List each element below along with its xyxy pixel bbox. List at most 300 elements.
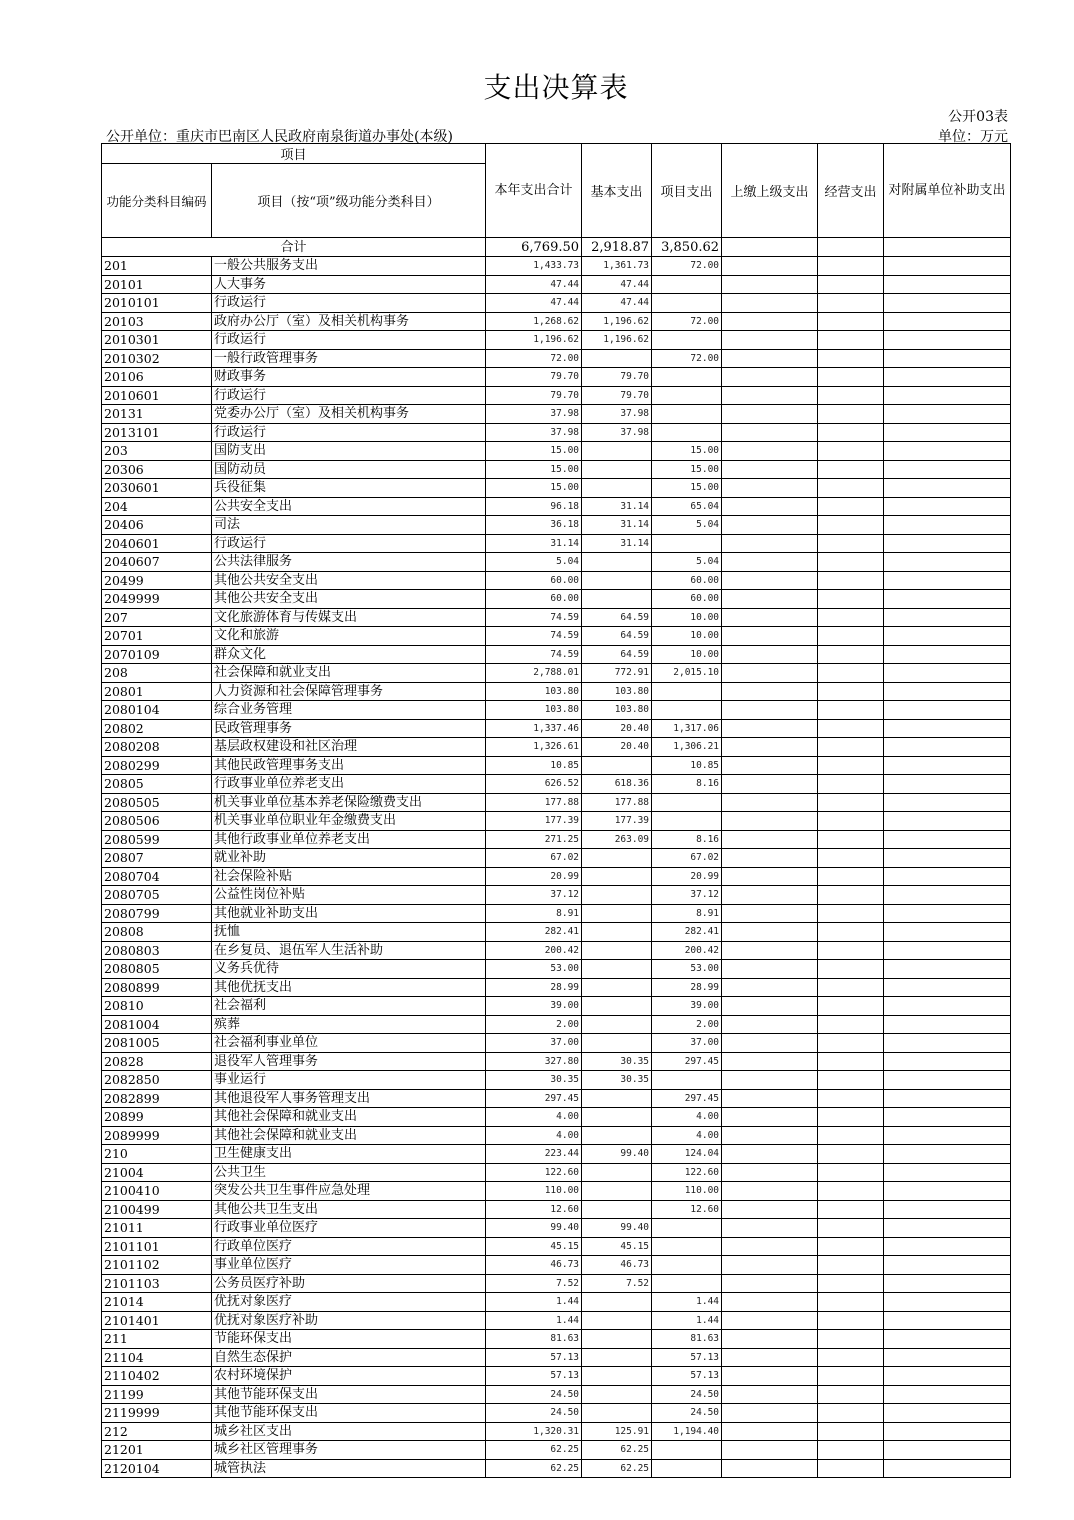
row-business [818,386,884,405]
row-upper [722,923,818,942]
row-code: 20808 [102,923,212,942]
row-business [818,682,884,701]
row-name: 文化和旅游 [212,627,486,646]
row-total: 200.42 [486,941,582,960]
row-project [652,1071,722,1090]
row-project: 81.63 [652,1330,722,1349]
row-total: 4.00 [486,1126,582,1145]
row-basic [582,1089,652,1108]
row-code: 20801 [102,682,212,701]
table-row [102,904,1011,923]
row-code: 2080208 [102,738,212,757]
row-name: 司法 [212,516,486,535]
table-row [102,923,1011,942]
header-name: 项目（按“项”级功能分类科目） [212,164,486,238]
row-subsidy [884,1071,1011,1090]
row-subsidy [884,701,1011,720]
row-subsidy [884,331,1011,350]
table-row [102,1459,1011,1478]
row-name: 机关事业单位职业年金缴费支出 [212,812,486,831]
row-code: 2013101 [102,423,212,442]
row-upper [722,1256,818,1275]
row-business [818,1293,884,1312]
row-upper [722,1404,818,1423]
row-total: 67.02 [486,849,582,868]
row-upper [722,516,818,535]
table-row [102,405,1011,424]
row-code: 2080803 [102,941,212,960]
row-project [652,405,722,424]
row-total: 1.44 [486,1311,582,1330]
row-upper [722,701,818,720]
row-subsidy [884,368,1011,387]
row-name: 政府办公厅（室）及相关机构事务 [212,312,486,331]
row-upper [722,312,818,331]
row-name: 其他就业补助支出 [212,904,486,923]
row-upper [722,756,818,775]
row-subsidy [884,1385,1011,1404]
row-basic: 7.52 [582,1274,652,1293]
row-upper [722,997,818,1016]
row-subsidy [884,627,1011,646]
row-business [818,405,884,424]
row-project: 15.00 [652,442,722,461]
row-total: 223.44 [486,1145,582,1164]
row-name: 公共安全支出 [212,497,486,516]
table-row [102,738,1011,757]
row-upper [722,978,818,997]
row-total: 8.91 [486,904,582,923]
row-business [818,1108,884,1127]
row-code: 2049999 [102,590,212,609]
row-subsidy [884,405,1011,424]
row-code: 20106 [102,368,212,387]
row-name: 城管执法 [212,1459,486,1478]
row-code: 20499 [102,571,212,590]
row-project: 60.00 [652,571,722,590]
row-business [818,1459,884,1478]
table-row [102,312,1011,331]
row-project: 297.45 [652,1052,722,1071]
total-upper [722,238,818,257]
row-basic [582,997,652,1016]
row-project: 65.04 [652,497,722,516]
row-basic: 45.15 [582,1237,652,1256]
row-basic [582,867,652,886]
row-subsidy [884,941,1011,960]
row-project: 5.04 [652,516,722,535]
row-basic: 37.98 [582,423,652,442]
row-upper [722,830,818,849]
row-name: 社会福利事业单位 [212,1034,486,1053]
row-basic [582,1367,652,1386]
row-code: 204 [102,497,212,516]
row-business [818,590,884,609]
table-row [102,1256,1011,1275]
row-basic [582,978,652,997]
row-total: 62.25 [486,1441,582,1460]
row-basic: 99.40 [582,1219,652,1238]
header-upper: 上缴上级支出 [722,144,818,238]
row-code: 20406 [102,516,212,535]
row-name: 财政事务 [212,368,486,387]
row-total: 15.00 [486,460,582,479]
table-row [102,682,1011,701]
row-total: 57.13 [486,1367,582,1386]
row-business [818,571,884,590]
row-basic: 20.40 [582,719,652,738]
row-total: 20.99 [486,867,582,886]
row-business [818,960,884,979]
row-project [652,682,722,701]
row-subsidy [884,812,1011,831]
row-subsidy [884,793,1011,812]
row-subsidy [884,349,1011,368]
row-name: 一般公共服务支出 [212,257,486,276]
row-subsidy [884,1330,1011,1349]
row-upper [722,1034,818,1053]
row-name: 在乡复员、退伍军人生活补助 [212,941,486,960]
row-project: 72.00 [652,349,722,368]
row-business [818,553,884,572]
row-subsidy [884,553,1011,572]
row-business [818,1200,884,1219]
row-total: 10.85 [486,756,582,775]
row-basic: 46.73 [582,1256,652,1275]
row-business [818,534,884,553]
row-subsidy [884,497,1011,516]
row-total: 79.70 [486,368,582,387]
row-upper [722,1293,818,1312]
table-row [102,960,1011,979]
row-upper [722,775,818,794]
row-code: 21104 [102,1348,212,1367]
row-subsidy [884,1367,1011,1386]
row-name: 其他退役军人事务管理支出 [212,1089,486,1108]
row-project [652,275,722,294]
row-basic [582,590,652,609]
row-project [652,1459,722,1478]
row-project [652,812,722,831]
total-business [818,238,884,257]
table-row [102,1052,1011,1071]
table-row [102,1367,1011,1386]
row-name: 基层政权建设和社区治理 [212,738,486,757]
row-basic: 31.14 [582,534,652,553]
row-project: 297.45 [652,1089,722,1108]
unit-label: 单位：万元 [938,129,1008,145]
row-basic [582,941,652,960]
row-business [818,1034,884,1053]
row-name: 行政运行 [212,423,486,442]
row-project: 1,317.06 [652,719,722,738]
row-code: 2100410 [102,1182,212,1201]
row-upper [722,1311,818,1330]
row-code: 2080506 [102,812,212,831]
row-total: 37.98 [486,405,582,424]
row-project [652,701,722,720]
row-code: 21011 [102,1219,212,1238]
table-row [102,1219,1011,1238]
row-code: 20807 [102,849,212,868]
row-code: 212 [102,1422,212,1441]
row-project [652,793,722,812]
row-total: 103.80 [486,682,582,701]
row-name: 群众文化 [212,645,486,664]
row-project [652,1219,722,1238]
row-business [818,1274,884,1293]
row-code: 2080599 [102,830,212,849]
table-row [102,331,1011,350]
row-name: 城乡社区管理事务 [212,1441,486,1460]
row-total: 96.18 [486,497,582,516]
row-business [818,941,884,960]
row-business [818,423,884,442]
row-subsidy [884,1182,1011,1201]
row-project [652,386,722,405]
row-project: 2.00 [652,1015,722,1034]
row-subsidy [884,460,1011,479]
row-code: 20802 [102,719,212,738]
row-name: 行政单位医疗 [212,1237,486,1256]
row-business [818,645,884,664]
row-subsidy [884,312,1011,331]
row-subsidy [884,830,1011,849]
header-project-group: 项目 [102,144,486,164]
row-business [818,923,884,942]
row-subsidy [884,867,1011,886]
row-subsidy [884,294,1011,313]
row-business [818,886,884,905]
row-name: 退役军人管理事务 [212,1052,486,1071]
row-code: 2040601 [102,534,212,553]
row-business [818,1219,884,1238]
total-basic: 2,918.87 [582,238,652,257]
row-subsidy [884,1200,1011,1219]
row-code: 20701 [102,627,212,646]
row-business [818,1145,884,1164]
table-row [102,997,1011,1016]
row-total: 12.60 [486,1200,582,1219]
row-total: 122.60 [486,1163,582,1182]
row-basic: 47.44 [582,294,652,313]
row-basic: 772.91 [582,664,652,683]
row-upper [722,590,818,609]
row-business [818,1015,884,1034]
row-total: 36.18 [486,516,582,535]
row-name: 其他行政事业单位养老支出 [212,830,486,849]
row-upper [722,1182,818,1201]
row-business [818,275,884,294]
row-total: 5.04 [486,553,582,572]
row-basic [582,1163,652,1182]
row-upper [722,793,818,812]
row-upper [722,1052,818,1071]
row-business [818,849,884,868]
row-code: 208 [102,664,212,683]
row-code: 2030601 [102,479,212,498]
row-project: 8.91 [652,904,722,923]
row-business [818,1311,884,1330]
row-basic: 103.80 [582,682,652,701]
row-business [818,627,884,646]
row-total: 60.00 [486,571,582,590]
row-project: 1,194.40 [652,1422,722,1441]
row-basic: 64.59 [582,608,652,627]
row-basic: 30.35 [582,1052,652,1071]
row-upper [722,1330,818,1349]
row-basic: 1,196.62 [582,331,652,350]
row-project: 10.00 [652,608,722,627]
row-total: 282.41 [486,923,582,942]
table-row [102,830,1011,849]
row-total: 99.40 [486,1219,582,1238]
row-total: 177.88 [486,793,582,812]
row-business [818,1237,884,1256]
row-upper [722,1126,818,1145]
row-total: 110.00 [486,1182,582,1201]
row-project: 39.00 [652,997,722,1016]
row-upper [722,904,818,923]
table-row [102,627,1011,646]
row-upper [722,534,818,553]
row-upper [722,553,818,572]
row-business [818,701,884,720]
row-upper [722,349,818,368]
row-name: 人力资源和社会保障管理事务 [212,682,486,701]
row-subsidy [884,590,1011,609]
row-business [818,1367,884,1386]
row-basic [582,849,652,868]
row-basic: 263.09 [582,830,652,849]
row-name: 其他公共安全支出 [212,571,486,590]
row-upper [722,645,818,664]
row-project [652,1256,722,1275]
row-total: 4.00 [486,1108,582,1127]
row-code: 2089999 [102,1126,212,1145]
row-total: 39.00 [486,997,582,1016]
row-business [818,479,884,498]
row-business [818,442,884,461]
row-project: 57.13 [652,1348,722,1367]
row-name: 民政管理事务 [212,719,486,738]
row-code: 2010601 [102,386,212,405]
row-total: 1,326.61 [486,738,582,757]
row-business [818,312,884,331]
row-business [818,460,884,479]
row-name: 公共卫生 [212,1163,486,1182]
row-subsidy [884,442,1011,461]
row-total: 15.00 [486,442,582,461]
row-subsidy [884,719,1011,738]
row-code: 2080799 [102,904,212,923]
row-code: 203 [102,442,212,461]
row-code: 20101 [102,275,212,294]
row-total: 327.80 [486,1052,582,1071]
row-subsidy [884,1052,1011,1071]
table-row [102,460,1011,479]
row-total: 72.00 [486,349,582,368]
row-total: 60.00 [486,590,582,609]
row-subsidy [884,1015,1011,1034]
row-project: 1,306.21 [652,738,722,757]
row-name: 抚恤 [212,923,486,942]
row-basic [582,571,652,590]
row-name: 自然生态保护 [212,1348,486,1367]
row-code: 2040607 [102,553,212,572]
row-name: 兵役征集 [212,479,486,498]
row-project: 72.00 [652,257,722,276]
row-upper [722,1367,818,1386]
row-upper [722,1071,818,1090]
row-upper [722,257,818,276]
row-basic [582,1293,652,1312]
row-business [818,1404,884,1423]
row-project: 5.04 [652,553,722,572]
row-code: 2080899 [102,978,212,997]
row-upper [722,442,818,461]
row-code: 2120104 [102,1459,212,1478]
table-row [102,1108,1011,1127]
row-total: 45.15 [486,1237,582,1256]
row-upper [722,719,818,738]
row-basic [582,904,652,923]
row-name: 社会福利 [212,997,486,1016]
row-total: 103.80 [486,701,582,720]
row-upper [722,1385,818,1404]
row-basic: 1,361.73 [582,257,652,276]
row-project: 15.00 [652,460,722,479]
row-name: 人大事务 [212,275,486,294]
row-upper [722,960,818,979]
row-name: 就业补助 [212,849,486,868]
row-code: 2100499 [102,1200,212,1219]
row-name: 卫生健康支出 [212,1145,486,1164]
row-code: 2010101 [102,294,212,313]
table-row [102,1163,1011,1182]
row-project: 72.00 [652,312,722,331]
row-code: 2010302 [102,349,212,368]
row-basic: 103.80 [582,701,652,720]
table-row [102,553,1011,572]
table-row [102,867,1011,886]
table-row [102,497,1011,516]
row-upper [722,849,818,868]
row-basic: 20.40 [582,738,652,757]
row-basic [582,1034,652,1053]
row-code: 2101401 [102,1311,212,1330]
row-subsidy [884,257,1011,276]
row-business [818,1385,884,1404]
row-basic: 64.59 [582,645,652,664]
row-upper [722,1163,818,1182]
table-row [102,941,1011,960]
row-subsidy [884,1274,1011,1293]
row-project: 57.13 [652,1367,722,1386]
table-row [102,701,1011,720]
row-total: 47.44 [486,294,582,313]
total-sum: 6,769.50 [486,238,582,257]
total-subsidy [884,238,1011,257]
table-row [102,386,1011,405]
row-basic [582,1200,652,1219]
row-business [818,812,884,831]
header-basic: 基本支出 [582,144,652,238]
table-row [102,442,1011,461]
row-subsidy [884,1108,1011,1127]
row-name: 公益性岗位补贴 [212,886,486,905]
org-label: 公开单位：重庆市巴南区人民政府南泉街道办事处(本级) [106,129,453,145]
